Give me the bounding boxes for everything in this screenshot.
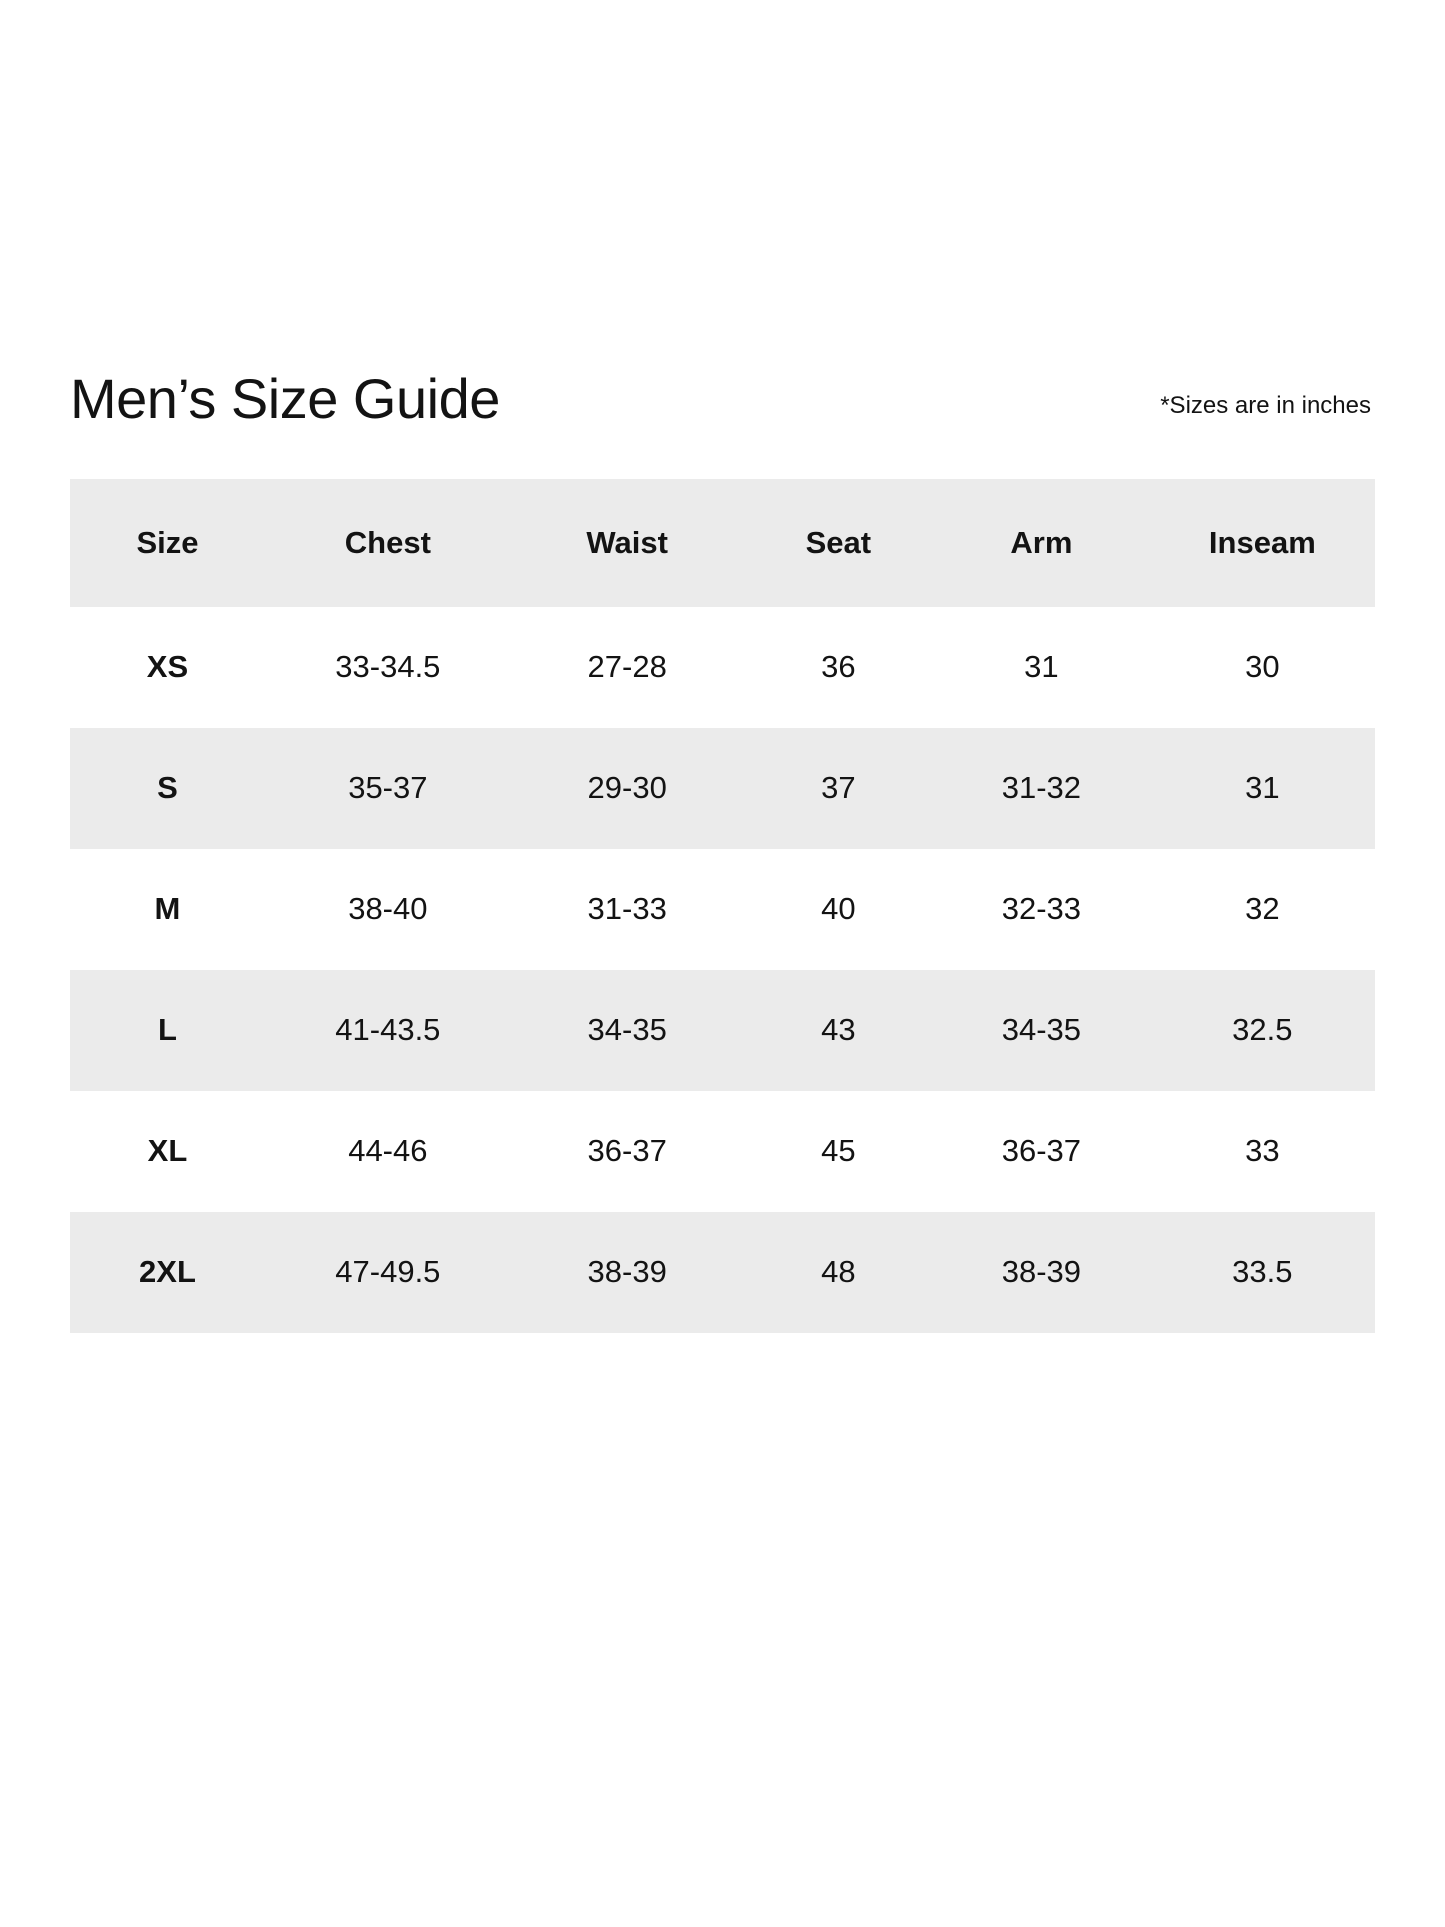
cell-seat: 37 [744,728,934,849]
units-note: *Sizes are in inches [1160,391,1371,419]
cell-waist: 29-30 [511,728,744,849]
column-header-size: Size [70,479,265,607]
cell-waist: 34-35 [511,970,744,1091]
cell-size: S [70,728,265,849]
cell-chest: 35-37 [265,728,511,849]
cell-chest: 44-46 [265,1091,511,1212]
table-row [70,849,1375,970]
cell-inseam: 33.5 [1150,1212,1375,1333]
cell-chest: 47-49.5 [265,1212,511,1333]
cell-inseam: 32 [1150,849,1375,970]
cell-seat: 43 [744,970,934,1091]
size-guide-content [70,367,1375,1333]
cell-arm: 36-37 [933,1091,1150,1212]
header [70,367,1375,430]
cell-arm: 38-39 [933,1212,1150,1333]
cell-size: 2XL [70,1212,265,1333]
cell-inseam: 32.5 [1150,970,1375,1091]
cell-inseam: 31 [1150,728,1375,849]
cell-seat: 40 [744,849,934,970]
cell-inseam: 33 [1150,1091,1375,1212]
column-header-chest: Chest [265,479,511,607]
cell-chest: 33-34.5 [265,607,511,728]
cell-size: M [70,849,265,970]
table-head [70,479,1375,607]
table-row [70,607,1375,728]
cell-arm: 34-35 [933,970,1150,1091]
cell-seat: 45 [744,1091,934,1212]
size-chart-table [70,479,1375,1333]
cell-size: L [70,970,265,1091]
table-header-row [70,479,1375,607]
cell-size: XL [70,1091,265,1212]
column-header-arm: Arm [933,479,1150,607]
cell-arm: 32-33 [933,849,1150,970]
table-row [70,1091,1375,1212]
cell-seat: 36 [744,607,934,728]
cell-arm: 31-32 [933,728,1150,849]
column-header-inseam: Inseam [1150,479,1375,607]
cell-waist: 27-28 [511,607,744,728]
cell-chest: 38-40 [265,849,511,970]
table-row [70,728,1375,849]
column-header-seat: Seat [744,479,934,607]
table-body [70,607,1375,1333]
column-header-waist: Waist [511,479,744,607]
cell-chest: 41-43.5 [265,970,511,1091]
cell-waist: 38-39 [511,1212,744,1333]
page-title: Men’s Size Guide [70,367,500,430]
cell-size: XS [70,607,265,728]
cell-inseam: 30 [1150,607,1375,728]
table-row [70,1212,1375,1333]
table-row [70,970,1375,1091]
cell-waist: 36-37 [511,1091,744,1212]
cell-waist: 31-33 [511,849,744,970]
cell-seat: 48 [744,1212,934,1333]
cell-arm: 31 [933,607,1150,728]
